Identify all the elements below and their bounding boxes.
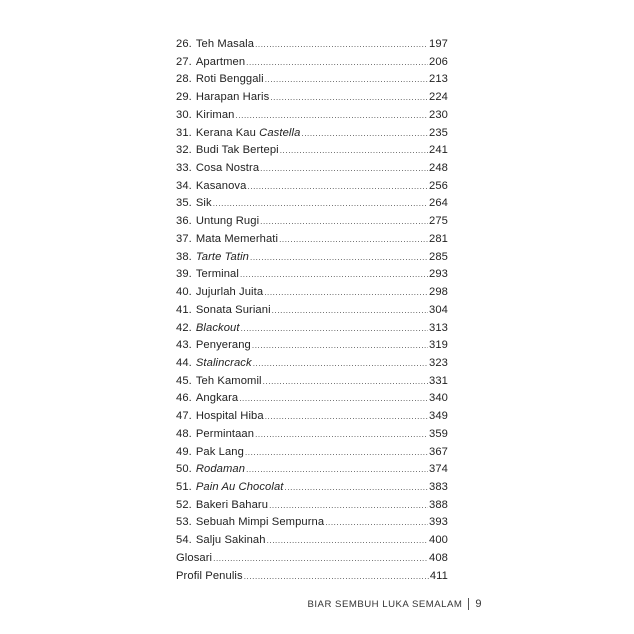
toc-entry-label (176, 125, 300, 143)
toc-entry (176, 266, 448, 284)
toc-page-number: 383 (429, 480, 448, 493)
toc-entry (176, 355, 448, 373)
toc-page-number: 359 (429, 427, 448, 440)
toc-entry (176, 461, 448, 479)
chapter-number: 30. (176, 108, 192, 121)
toc-entry-label (176, 479, 284, 497)
toc-entry (176, 213, 448, 231)
toc-entry (176, 373, 448, 391)
chapter-title: Sebuah Mimpi Sempurna (195, 516, 325, 529)
dot-leader (253, 355, 428, 373)
toc-entry-label (176, 373, 262, 391)
footer-divider (468, 598, 469, 610)
toc-entry-label (176, 302, 271, 320)
toc-entry-label (176, 390, 238, 408)
chapter-title: Teh Masala (195, 38, 255, 50)
chapter-number: 28. (176, 73, 192, 86)
toc-page-number: 374 (429, 463, 448, 476)
chapter-number: 26. (176, 38, 192, 50)
chapter-title: Glosari (176, 551, 213, 564)
toc-entry-label (176, 89, 269, 107)
toc-page-number: 213 (429, 73, 448, 86)
dot-leader (270, 89, 428, 107)
dot-leader (285, 479, 429, 497)
toc-entry-label (176, 178, 246, 196)
toc-entry-label (176, 408, 264, 426)
dot-leader (265, 408, 428, 426)
chapter-number: 51. (176, 480, 192, 493)
chapter-title: Tarte Tatin (195, 250, 249, 263)
toc-page-number: 264 (429, 197, 448, 210)
dot-leader (280, 142, 428, 160)
chapter-title: Pak Lang (195, 445, 244, 458)
chapter-number: 34. (176, 179, 192, 192)
dot-leader (213, 550, 428, 568)
toc-entry-label (176, 266, 239, 284)
toc-entry (176, 107, 448, 125)
dot-leader (239, 390, 428, 408)
chapter-title: Kerana Kau (195, 126, 260, 139)
dot-leader (240, 266, 428, 284)
toc-page-number: 411 (429, 569, 448, 582)
toc-entry-label (176, 284, 263, 302)
chapter-title: Untung Rugi (195, 215, 260, 228)
dot-leader (267, 532, 428, 550)
chapter-title: Budi Tak Bertepi (195, 144, 279, 157)
toc-page-number: 393 (429, 516, 448, 529)
chapter-number: 38. (176, 250, 192, 263)
toc-entry (176, 479, 448, 497)
toc-entry-label (176, 142, 279, 160)
chapter-title: Roti Benggali (195, 73, 264, 86)
toc-entry-label (176, 444, 244, 462)
toc-page-number: 367 (429, 445, 448, 458)
chapter-number: 50. (176, 463, 192, 476)
table-of-contents (176, 36, 448, 585)
toc-entry (176, 550, 448, 568)
chapter-title: Sik (195, 197, 212, 210)
toc-entry (176, 284, 448, 302)
chapter-title: Kasanova (195, 179, 247, 192)
toc-entry (176, 160, 448, 178)
chapter-title: Profil Penulis (176, 569, 243, 582)
chapter-title: Kiriman (195, 108, 235, 121)
toc-page-number: 304 (429, 303, 448, 316)
dot-leader (264, 284, 428, 302)
toc-page-number: 349 (429, 410, 448, 423)
chapter-title: Jujurlah Juita (195, 286, 264, 299)
toc-entry-label (176, 195, 212, 213)
chapter-title-italic: Castella (259, 126, 301, 139)
chapter-title: Cosa Nostra (195, 162, 260, 175)
toc-entry (176, 497, 448, 515)
dot-leader (269, 497, 428, 515)
toc-page-number: 293 (429, 268, 448, 281)
toc-page-number: 298 (429, 286, 448, 299)
chapter-title: Stalincrack (195, 356, 252, 369)
toc-entry (176, 408, 448, 426)
dot-leader (265, 71, 428, 89)
dot-leader (241, 320, 428, 338)
toc-page-number: 408 (429, 551, 448, 564)
toc-entry (176, 36, 448, 54)
chapter-title: Pain Au Chocolat (195, 480, 284, 493)
toc-page-number: 313 (429, 321, 448, 334)
chapter-number: 53. (176, 516, 192, 529)
toc-entry-label (176, 497, 268, 515)
chapter-title: Harapan Haris (195, 91, 270, 104)
toc-page-number: 275 (429, 215, 448, 228)
toc-entry (176, 426, 448, 444)
chapter-number: 52. (176, 498, 192, 511)
toc-page-number: 340 (429, 392, 448, 405)
toc-entry-label (176, 532, 266, 550)
dot-leader (272, 302, 428, 320)
toc-page-number: 248 (429, 162, 448, 175)
chapter-number: 47. (176, 410, 192, 423)
chapter-title: Sonata Suriani (195, 303, 271, 316)
chapter-number: 40. (176, 286, 192, 299)
toc-page-number: 281 (429, 232, 448, 245)
chapter-title: Bakeri Baharu (195, 498, 269, 511)
dot-leader (260, 213, 428, 231)
dot-leader (255, 36, 428, 54)
chapter-title: Blackout (195, 321, 240, 334)
chapter-number: 33. (176, 162, 192, 175)
chapter-number: 36. (176, 215, 192, 228)
toc-page-number: 256 (429, 179, 448, 192)
toc-entry (176, 231, 448, 249)
chapter-title: Permintaan (195, 427, 255, 440)
toc-entry (176, 320, 448, 338)
chapter-title: Penyerang (195, 339, 251, 352)
chapter-number: 44. (176, 356, 192, 369)
dot-leader (246, 461, 428, 479)
dot-leader (213, 195, 428, 213)
toc-page-number: 224 (429, 91, 448, 104)
toc-entry (176, 71, 448, 89)
chapter-number: 37. (176, 232, 192, 245)
dot-leader (255, 426, 428, 444)
dot-leader (301, 125, 428, 143)
chapter-number: 49. (176, 445, 192, 458)
toc-page-number: 206 (429, 55, 448, 68)
dot-leader (245, 444, 428, 462)
chapter-number: 43. (176, 339, 192, 352)
chapter-number: 46. (176, 392, 192, 405)
chapter-number: 42. (176, 321, 192, 334)
dot-leader (263, 373, 428, 391)
chapter-number: 39. (176, 268, 192, 281)
toc-entry (176, 54, 448, 72)
chapter-number: 35. (176, 197, 192, 210)
toc-page-number: 319 (429, 339, 448, 352)
chapter-title: Apartmen (195, 55, 246, 68)
toc-entry (176, 195, 448, 213)
toc-entry (176, 568, 448, 586)
toc-entry (176, 178, 448, 196)
toc-entry-label (176, 231, 278, 249)
toc-page-number: 230 (429, 108, 448, 121)
chapter-title: Mata Memerhati (195, 232, 279, 245)
toc-entry-label (176, 461, 245, 479)
toc-page-number: 285 (429, 250, 448, 263)
toc-entry (176, 302, 448, 320)
dot-leader (260, 160, 428, 178)
chapter-number: 29. (176, 91, 192, 104)
toc-entry-label (176, 320, 240, 338)
toc-page-number: 241 (429, 144, 448, 157)
toc-page-number: 400 (429, 534, 448, 547)
toc-entry-label (176, 213, 259, 231)
toc-entry-label (176, 550, 212, 568)
chapter-number: 48. (176, 427, 192, 440)
page-number: 9 (475, 598, 482, 610)
toc-entry-label (176, 36, 254, 54)
toc-page-number: 323 (429, 356, 448, 369)
chapter-number: 54. (176, 534, 192, 547)
chapter-number: 41. (176, 303, 192, 316)
running-title: BIAR SEMBUH LUKA SEMALAM (307, 598, 463, 610)
toc-entry (176, 89, 448, 107)
chapter-title: Hospital Hiba (195, 410, 264, 423)
dot-leader (279, 231, 428, 249)
toc-page-number: 197 (429, 38, 448, 50)
toc-entry (176, 249, 448, 267)
toc-entry-label (176, 160, 259, 178)
toc-entry-label (176, 71, 264, 89)
chapter-number: 27. (176, 55, 192, 68)
chapter-number: 45. (176, 374, 192, 387)
toc-entry-label (176, 107, 234, 125)
page-footer (307, 598, 482, 610)
toc-entry-label (176, 249, 249, 267)
toc-page-number: 235 (429, 126, 448, 139)
toc-entry-label (176, 355, 252, 373)
dot-leader (246, 54, 428, 72)
chapter-title: Teh Kamomil (195, 374, 262, 387)
dot-leader (325, 514, 428, 532)
toc-entry-label (176, 568, 243, 586)
toc-entry-label (176, 337, 251, 355)
dot-leader (250, 249, 428, 267)
toc-page-number: 331 (429, 374, 448, 387)
dot-leader (244, 568, 429, 586)
toc-entry (176, 337, 448, 355)
toc-entry (176, 125, 448, 143)
toc-entry (176, 390, 448, 408)
toc-entry-label (176, 54, 245, 72)
chapter-number: 31. (176, 126, 192, 139)
dot-leader (235, 107, 428, 125)
toc-page-number: 388 (429, 498, 448, 511)
chapter-title: Salju Sakinah (195, 534, 266, 547)
toc-entry-label (176, 426, 254, 444)
toc-entry (176, 532, 448, 550)
toc-entry (176, 142, 448, 160)
toc-entry-label (176, 514, 324, 532)
toc-entry (176, 514, 448, 532)
chapter-title: Terminal (195, 268, 239, 281)
dot-leader (247, 178, 428, 196)
chapter-title: Rodaman (195, 463, 246, 476)
chapter-number: 32. (176, 144, 192, 157)
chapter-title: Angkara (195, 392, 239, 405)
dot-leader (252, 337, 428, 355)
toc-entry (176, 444, 448, 462)
